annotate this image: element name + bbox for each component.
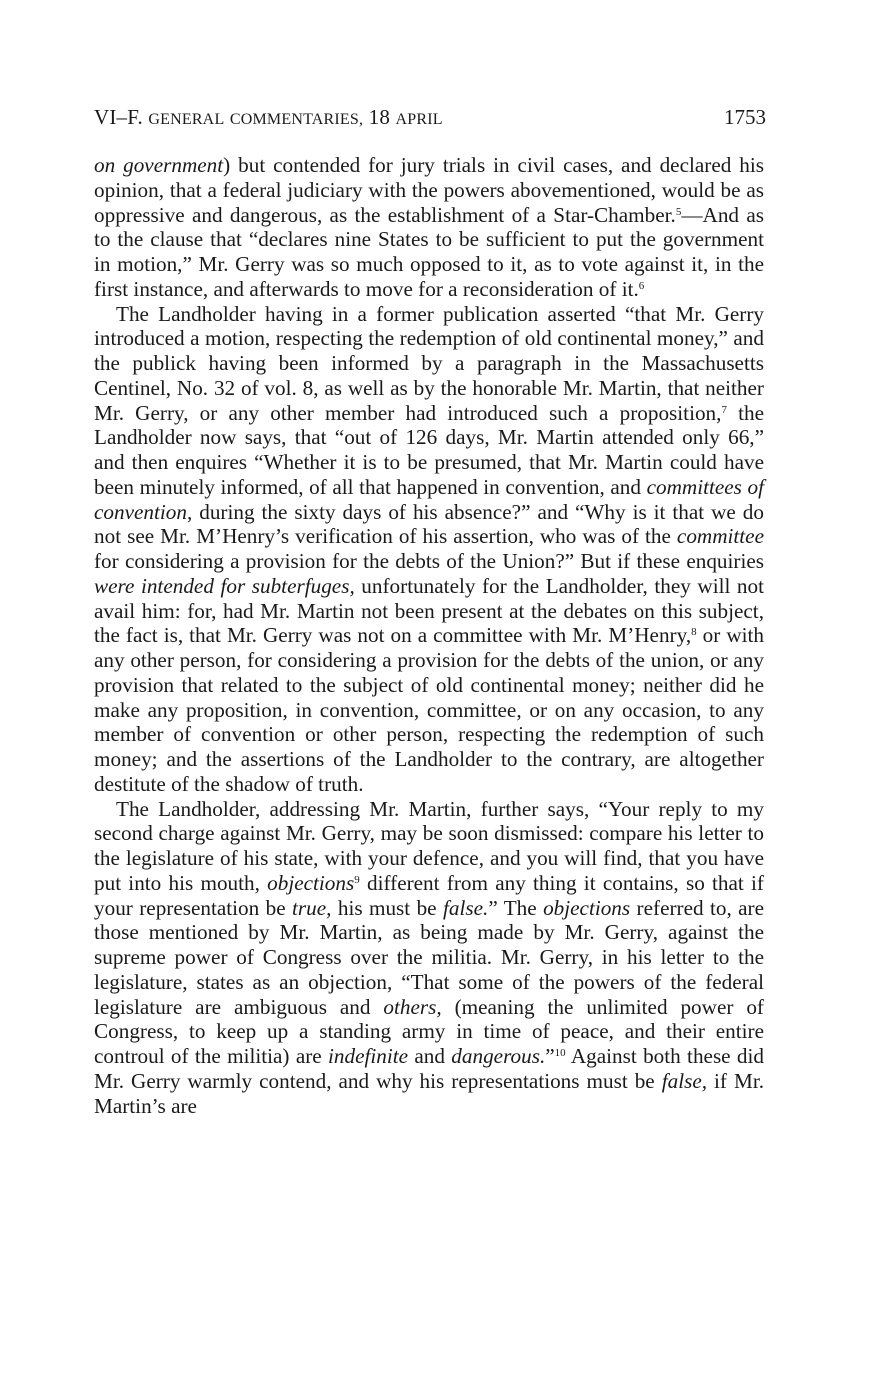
text-run: The Landholder, addressing Mr. Martin, further says, “Your reply to my second charge against Mr. Gerry, may be soon dismissed: compare his letter to the legislature of his state, with your defence, and you will find, that you have put into his mouth, [94, 796, 764, 895]
page-number: 1753 [724, 105, 766, 129]
running-head-date-month: APRIL [395, 111, 443, 128]
italic-text: false. [442, 895, 489, 920]
italic-text: on government [94, 153, 224, 177]
paragraph-p3 [94, 797, 764, 1119]
text-run: ” [545, 1044, 555, 1068]
text-run: The Landholder having in a former publication asserted “that Mr. Gerry introduced a motion, respecting the redemption of old continental money,” and the publick having been informed by a paragraph in the Massachusetts Centinel, No. 32 of vol. 8, as well as by the honorable Mr. Martin, that neither Mr. Gerry, or any other member had introduced such a proposition, [94, 301, 764, 425]
running-head-section: VI–F. [94, 105, 143, 129]
italic-text: committees of convention, [94, 474, 765, 524]
footnote-ref: 9 [354, 873, 360, 886]
text-run: (meaning the unlimited power of Congress, to keep up a standing army in time of peace, and their entire controul of the militia) are [94, 994, 764, 1068]
paragraph-p1 [94, 153, 764, 302]
footnote-ref: 10 [554, 1046, 566, 1059]
text-run: or with any other person, for considering a provision for the debts of the union, or any provision that related to the subject of old continental money; neither did he make any proposition, in convention, committee, or on any occasion, to any member of convention or other person, respecting the redemption of such money; and the assertions of the Landholder to the contrary, are altogether destitute of the shadow of truth. [94, 623, 764, 796]
running-head-title-word: GENERAL [148, 111, 225, 128]
italic-text: were intended for subterfuges, [94, 573, 355, 598]
italic-text: dangerous. [451, 1044, 546, 1068]
text-run: for considering a provision for the debts of the Union?” But if these enquiries [94, 549, 764, 573]
footnote-ref: 5 [675, 205, 682, 218]
text-run: —And as to the clause that “declares nine States to be sufficient to put the government in motion,” Mr. Gerry was so much opposed to it, as to vote against it, in the first instance, and afterwards to move for a reconsideration of it. [94, 202, 764, 301]
running-head-title-word: COMMENTARIES, [229, 111, 364, 128]
paragraph-p2 [94, 302, 764, 797]
text-run: Against both these did Mr. Gerry warmly contend, and why his representations must be [94, 1044, 764, 1093]
text-run: ” The [488, 895, 544, 920]
text-run: referred to, are those mentioned by Mr. Martin, as being made by Mr. Gerry, against the supreme power of Congress over the militia. Mr. Gerry, in his letter to the legislature, states as an objection, “That some of the powers of the federal legislature are ambiguous and [94, 895, 765, 1019]
text-run: during the sixty days of his absence?” and “Why is it that we do not see Mr. M’Henry’s verification of his assertion, who was of the [94, 499, 764, 549]
footnote-ref: 6 [638, 279, 645, 292]
text-run: if Mr. Martin’s are [94, 1068, 764, 1118]
italic-text: objections [543, 895, 631, 920]
footnote-ref: 7 [721, 403, 727, 416]
text-run: his must be [331, 895, 443, 920]
footnote-ref: 8 [691, 626, 697, 639]
running-head [94, 102, 766, 132]
body-text [94, 153, 764, 1118]
italic-text: false, [661, 1068, 708, 1093]
running-head-title [94, 102, 443, 135]
text-run: different from any thing it contains, so that if your representation be [94, 870, 764, 920]
text-run: unfortunately for the Landholder, they will not avail him: for, had Mr. Martin not been present at the debates on this subject, the fact is, that Mr. Gerry was not on a committee with Mr. M’Henry, [94, 573, 764, 648]
text-run: ) but contended for jury trials in civil cases, and declared his opinion, that a federal judiciary with the powers abovementioned, would be as oppressive and dangerous, as the establishment of a Star-Chamber. [94, 153, 764, 227]
running-head-date-day: 18 [368, 105, 391, 129]
italic-text: true, [292, 895, 332, 920]
text-run: the Landholder now says, that “out of 126 days, Mr. Martin attended only 66,” and then enquires “Whether it is to be presumed, that Mr. Martin could have been minutely informed, of all that happened in convention, and [94, 400, 764, 499]
italic-text: others, [383, 994, 442, 1019]
italic-text: objections [267, 870, 355, 895]
text-run: and [408, 1044, 452, 1068]
italic-text: indefinite [328, 1044, 409, 1068]
italic-text: committee [676, 524, 764, 549]
